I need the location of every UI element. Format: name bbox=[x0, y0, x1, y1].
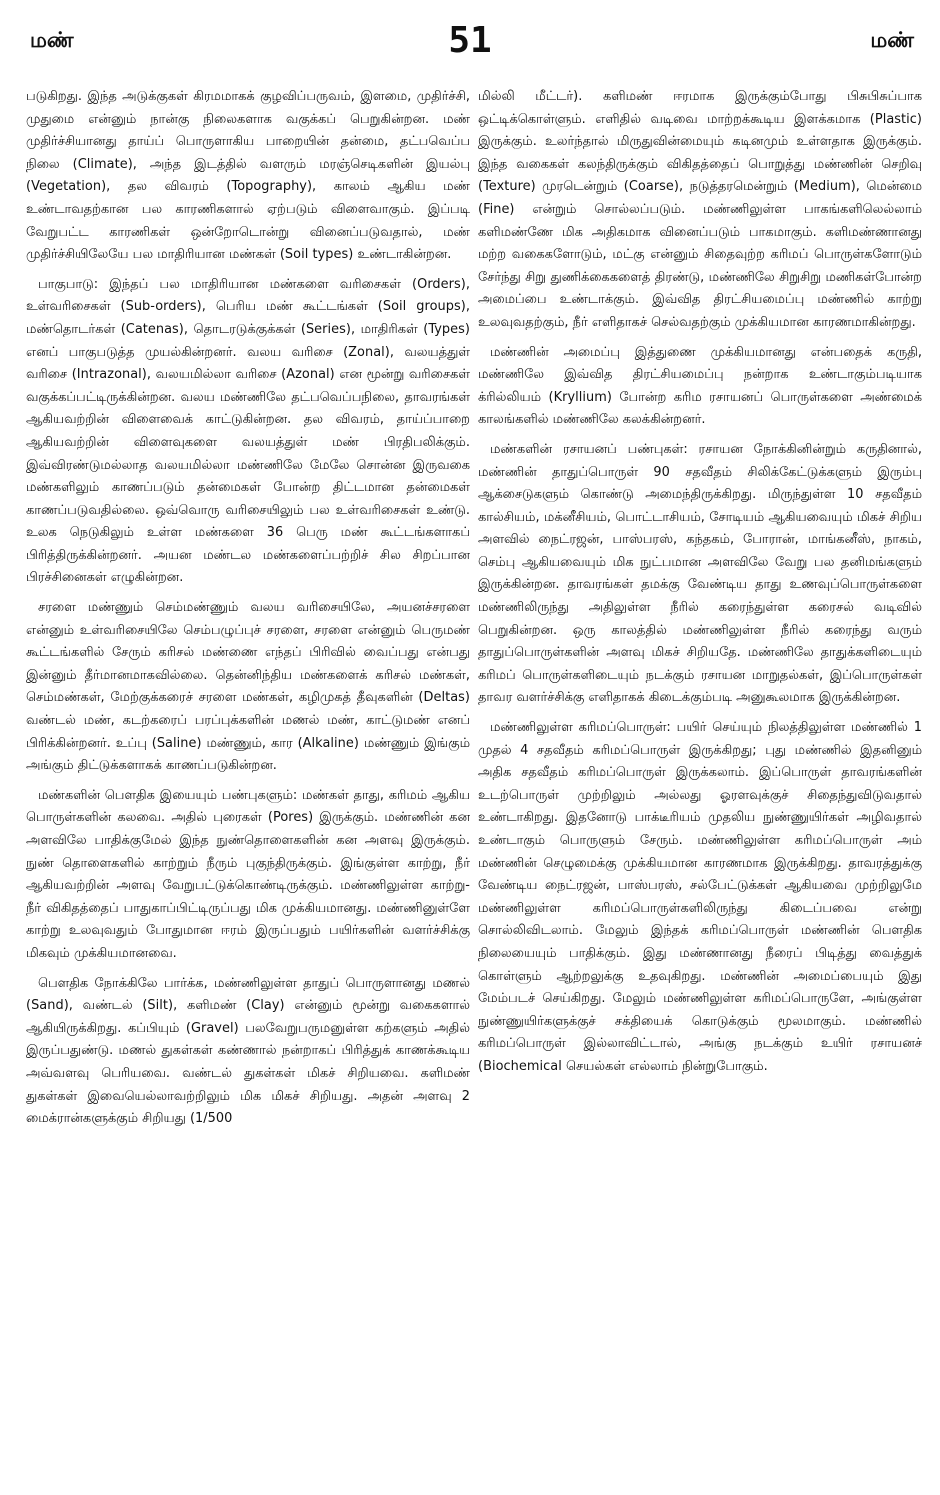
right-column bbox=[478, 86, 922, 1481]
paragraph: மண்ணின் அமைப்பு இத்துணை முக்கியமானது என்பதைக் கருதி, மண்ணிலே இவ்வித திரட்சியமைப்பு நன்றாக உண்டாகும்படியாக க்ரில்லியம் (Kryllium) போன்ற கரிம ரசாயனப் பொருள்களை அண்மைக் காலங்களில் மண்ணிலே கலக்கின்றனர். bbox=[478, 344, 922, 428]
running-head-right: மண் bbox=[870, 28, 914, 52]
paragraph: படுகிறது. இந்த அடுக்குகள் கிரமமாகக் குழவிப்பருவம், இளமை, முதிர்ச்சி, முதுமை என்னும் நான்கு நிலைகளாக வகுக்கப் பெறுகின்றன. மண் முதிர்ச்சியானது தாய்ப் பொருளாகிய பாறையின் தன்மை, தட்பவெப்ப நிலை (Climate), அந்த இடத்தில் வளரும் மரஞ்செடிகளின் இயல்பு (Vegetation), தல விவரம் (Topography), காலம் ஆகிய மண் உண்டாவதற்கான பல காரணிகளால் ஏற்படும் விளைவாகும். இப்படி வேறுபட்ட காரணிகள் ஒன்றோடொன்று வினைப்படுவதால், மண் முதிர்ச்சியிலேயே பல மாதிரியான மண்கள் (Soil types) உண்டாகின்றன. bbox=[26, 89, 470, 263]
paragraph: மில்லி மீட்டர்). களிமண் ஈரமாக இருக்கும்போது பிசுபிசுப்பாக ஒட்டிக்கொள்ளும். எளிதில் வடிவை மாற்றக்கூடிய இளக்கமாக (Plastic) இருக்கும். உலர்ந்தால் மிருதுவின்மையும் கடினமும் உள்ளதாக இருக்கும். இந்த வகைகள் கலந்திருக்கும் விகிதத்தைப் பொறுத்து மண்ணின் செறிவு (Texture) முரடென்றும் (Coarse), நடுத்தரமென்றும் (Medium), மென்மை (Fine) என்றும் சொல்லப்படும். மண்ணிலுள்ள பாகங்களிலெல்லாம் களிமண்ணே மிக அதிகமாக வினைப்படும் பாகமாகும். களிமண்ணானது மற்ற வகைகளோடும், மட்கு என்னும் சிதைவுற்ற கரிமப் பொருள்களோடும் சேர்ந்து சிறு துணிக்கைகளைத் திரண்டு, மண்ணிலே சிறுசிறு மணிகள்போன்ற அமைப்பை உண்டாக்கும். இவ்வித திரட்சியமைப்பு மண்ணில் காற்று உலவுவதற்கும், நீர் எளிதாகச் செல்வதற்கும் முக்கியமான காரணமாகின்றது. bbox=[478, 89, 922, 330]
paragraph: பாகுபாடு: இந்தப் பல மாதிரியான மண்களை வரிசைகள் (Orders), உள்வரிசைகள் (Sub-orders), பெரிய மண் கூட்டங்கள் (Soil groups), மண்தொடர்கள் (Catenas), தொடரடுக்குக்கள் (Series), மாதிரிகள் (Types) எனப் பாகுபடுத்த முயல்கின்றனர். வலய வரிசை (Zonal), வலயத்துள் வரிசை (Intrazonal), வலயமில்லா வரிசை (Azonal) என மூன்று வரிசைகள் வகுக்கப்பட்டிருக்கின்றன. வலய மண்ணிலே தட்பவெப்பநிலை, தாவரங்கள் ஆகியவற்றின் விளைவைக் காட்டுகின்றன. தல விவரம், தாய்ப்பாறை ஆகியவற்றின் விளைவுகளை வலயத்துள் மண் பிரதிபலிக்கும். இவ்விரண்டுமல்லாத வலயமில்லா மண்ணிலே மேலே சொன்ன இருவகை மண்களிலும் காணப்படும் தன்மைகள் போன்ற திட்டமான தன்மைகள் காணப்படுவதில்லை. ஒவ்வொரு வரிசையிலும் பல உள்வரிசைகள் உண்டு. உலக நெடுகிலும் உள்ள மண்களை 36 பெரு மண் கூட்டங்களாகப் பிரித்திருக்கின்றனர். அயன மண்டல மண்களைப்பற்றிச் சில சிறப்பான பிரச்சினைகள் எழுகின்றன. bbox=[26, 276, 470, 586]
page-header bbox=[0, 18, 940, 68]
left-column bbox=[26, 86, 470, 1481]
running-head-left: மண் bbox=[30, 28, 74, 52]
paragraph: பௌதிக நோக்கிலே பார்க்க, மண்ணிலுள்ள தாதுப் பொருளானது மணல் (Sand), வண்டல் (Silt), களிமண் (Clay) என்னும் மூன்று வகைகளால் ஆகியிருக்கிறது. கப்பியும் (Gravel) பலவேறுபருமனுள்ள கற்களும் அதில் இருப்பதுண்டு. மணல் துகள்கள் கண்ணால் நன்றாகப் பிரித்துக் காணக்கூடிய அவ்வளவு பெரியவை. வண்டல் துகள்கள் மிகச் சிறியவை. களிமண் துகள்கள் இவையெல்லாவற்றிலும் மிக மிகச் சிறியது. அதன் அளவு 2 மைக்ரான்களுக்கும் சிறியது (1/500 bbox=[26, 975, 470, 1127]
page-number: 51 bbox=[448, 20, 492, 61]
paragraph: மண்ணிலுள்ள கரிமப்பொருள்: பயிர் செய்யும் நிலத்திலுள்ள மண்ணில் 1 முதல் 4 சதவீதம் கரிமப்பொருள் இருக்கிறது; புது மண்ணில் இதனினும் அதிக சதவீதம் கரிமப்பொருள் இருக்கலாம். இப்பொருள் தாவரங்களின் உடற்பொருள் முற்றிலும் அல்லது ஓரளவுக்குச் சிதைந்துவிடுவதால் உண்டாகிறது. இதனோடு பாக்டீரியம் முதலிய நுண்ணுயிர்கள் அழிவதால் உண்டாகும் பொருளும் சேரும். மண்ணிலுள்ள கரிமப்பொருள் அம் மண்ணின் செழுமைக்கு முக்கியமான காரணமாக இருக்கிறது. தாவரத்துக்கு வேண்டிய நைட்ரஜன், பாஸ்பரஸ், சல்பேட்டுக்கள் ஆகியவை முற்றிலுமே மண்ணிலுள்ள கரிமப்பொருள்களிலிருந்து கிடைப்பவை என்று சொல்லிவிடலாம். மேலும் இந்தக் கரிமப்பொருள் மண்ணின் பௌதிக நிலையையும் பாதிக்கும். இது மண்ணானது நீரைப் பிடித்து வைத்துக் கொள்ளும் ஆற்றலுக்கு உதவுகிறது. மண்ணின் அமைப்பையும் இது மேம்படச் செய்கிறது. மேலும் மண்ணிலுள்ள கரிமப்பொருளே, அங்குள்ள நுண்ணுயிர்களுக்குச் சக்தியைக் கொடுக்கும் மூலமாகும். மண்ணில் கரிமப்பொருள் இல்லாவிட்டால், அங்கு நடக்கும் உயிர் ரசாயனச் (Biochemical செயல்கள் எல்லாம் நின்றுபோகும். bbox=[478, 720, 922, 1074]
paragraph: மண்களின் ரசாயனப் பண்புகள்: ரசாயன நோக்கினின்றும் கருதினால், மண்ணின் தாதுப்பொருள் 90 சதவீதம் சிலிக்கேட்டுக்களும் இரும்பு ஆக்சைடுகளும் கொண்டு அமைந்திருக்கிறது. மிருந்துள்ள 10 சதவீதம் கால்சியம், மக்னீசியம், பொட்டாசியம், சோடியம் ஆகியவையும் மிகச் சிறிய அளவில் நைட்ரஜன், பாஸ்பரஸ், கந்தகம், போரான், மாங்கனீஸ், நாகம், செம்பு ஆகியவையும் மிக நுட்பமான அளவிலே வேறு பல தனிமங்களும் இருக்கின்றன. தாவரங்கள் தமக்கு வேண்டிய தாது உணவுப்பொருள்களை மண்ணிலிருந்து அதிலுள்ள நீரில் கரைந்துள்ள கரைசல் வடிவில் பெறுகின்றன. ஒரு காலத்தில் மண்ணிலுள்ள நீரில் கரைந்து வரும் தாதுப்பொருள்களின் அளவு மிகச் சிறியதே. மண்ணிலே தாதுக்களிடையும் கரிமப் பொருள்களிடையும் நடக்கும் ரசாயன மாறுதல்கள், இப்பொருள்கள் தாவர வளர்ச்சிக்கு எளிதாகக் கிடைக்கும்படி அனுகூலமாக இருக்கின்றன. bbox=[478, 441, 922, 706]
paragraph: மண்களின் பௌதிக இயையும் பண்புகளும்: மண்கள் தாது, கரிமம் ஆகிய பொருள்களின் கலவை. அதில் புரைகள் (Pores) இருக்கும். மண்ணின் கன அளவிலே பாதிக்குமேல் இந்த நுண்தொளைகளின் கன அளவு இருக்கும். நுண் தொளைகளில் காற்றும் நீரும் புகுந்திருக்கும். இங்குள்ள காற்று, நீர் ஆகியவற்றின் அளவு வேறுபட்டுக்கொண்டிருக்கும். மண்ணிலுள்ள காற்று-நீர் விகிதத்தைப் பாதுகாப்பிட்டிருப்பது மிக முக்கியமானது. மண்ணினுள்ளே காற்று உலவுவதும் போதுமான ஈரம் இருப்பதும் பயிர்களின் வளர்ச்சிக்கு மிகவும் முக்கியமானவை. bbox=[26, 787, 470, 961]
paragraph: சரளை மண்ணும் செம்மண்ணும் வலய வரிசையிலே, அயனச்சரளை என்னும் உள்வரிசையிலே செம்பழுப்புச் சரளை, சரளை என்னும் பெருமண் கூட்டங்களில் சேரும் கரிசல் மண்ணை எந்தப் பிரிவில் வைப்பது என்பது இன்னும் தீர்மானமாகவில்லை. தென்னிந்திய மண்களைக் கரிசல் மண்கள், செம்மண்கள், மேற்குக்கரைச் சரளை மண்கள், கழிமுகத் தீவுகளின் (Deltas) வண்டல் மண், கடற்கரைப் பரப்புக்களின் மணல் மண், காட்டுமண் எனப் பிரிக்கின்றனர். உப்பு (Saline) மண்ணும், கார (Alkaline) மண்ணும் இங்கும் அங்கும் திட்டுக்களாகக் காணப்படுகின்றன. bbox=[26, 600, 470, 774]
